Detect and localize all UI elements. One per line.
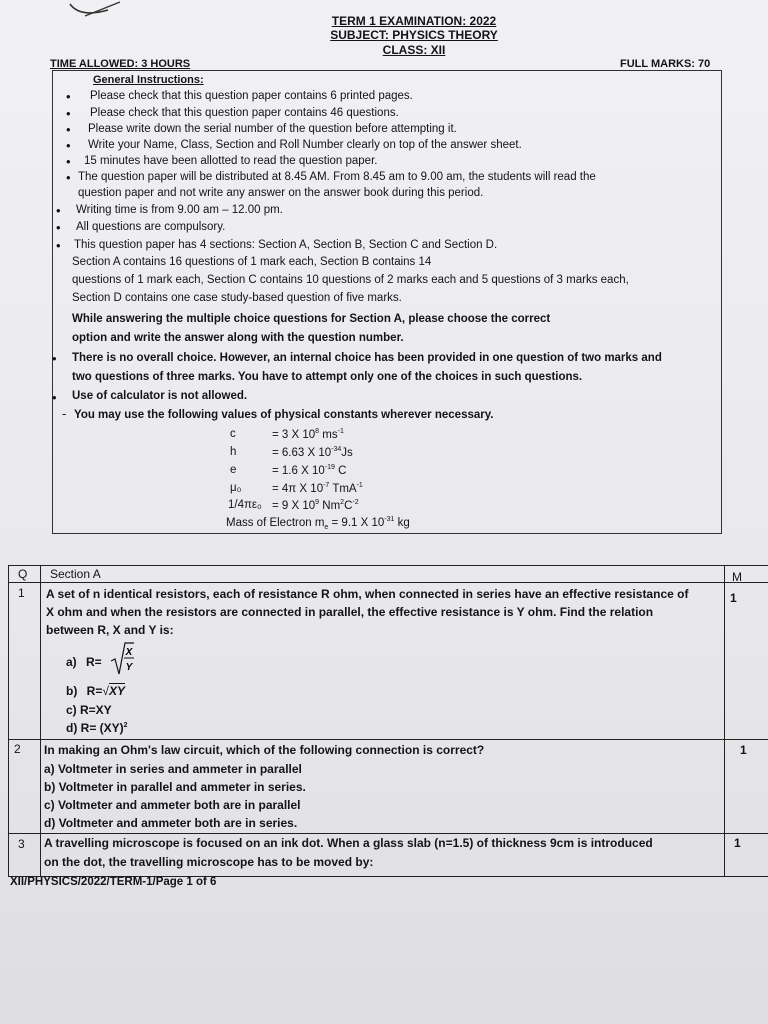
constant-value: = 9 X $10^9$ $Nm^2C^{-2}$ (272, 499, 359, 512)
option-b: b) Voltmeter in parallel and ammeter in series. (44, 780, 306, 794)
option-a: a) R= (66, 655, 102, 669)
constant-value: = 6.63 X $10^{-34}Js$ (272, 446, 353, 459)
question-text: between R, X and Y is: (46, 623, 174, 637)
instruction-line: Please check that this question paper contains 46 questions. (90, 107, 399, 119)
table-border (8, 565, 768, 566)
bullet-icon: - (62, 406, 67, 421)
bullet-icon: • (66, 170, 71, 185)
question-number: 1 (18, 586, 25, 600)
instruction-line: question paper and not write any answer on the answer book during this period. (78, 187, 484, 199)
question-text: on the dot, the travelling microscope has to be moved by: (44, 855, 374, 869)
exam-title: TERM 1 EXAMINATION: 2022 (331, 14, 497, 28)
table-border (8, 833, 768, 834)
instruction-line: This question paper has 4 sections: Section A, Section B, Section C and Section D. (74, 239, 498, 251)
bullet-icon: • (56, 238, 61, 253)
table-border (8, 565, 9, 876)
sqrt-fraction-formula (110, 641, 134, 677)
instruction-line: Section A contains 16 questions of 1 mark each, Section B contains 14 (72, 256, 432, 268)
table-border (8, 582, 768, 583)
option-c: c) Voltmeter and ammeter both are in parallel (44, 798, 301, 812)
instruction-line: Write your Name, Class, Section and Roll Number clearly on top of the answer sheet. (88, 139, 522, 151)
section-title: Section A (50, 567, 101, 581)
bullet-icon: • (66, 154, 71, 169)
instruction-line: Please write down the serial number of the question before attempting it. (88, 123, 457, 135)
bullet-icon: • (66, 122, 71, 137)
option-d: d) Voltmeter and ammeter both are in series. (44, 816, 298, 830)
bullet-icon: • (66, 106, 71, 121)
table-border (8, 739, 768, 740)
instruction-line: You may use the following values of physical constants wherever necessary. (74, 409, 494, 421)
full-marks: FULL MARKS: 70 (620, 58, 711, 70)
instruction-line: questions of 1 mark each, Section C contains 10 questions of 2 marks each and 5 questions of 3 marks each, (72, 274, 629, 286)
instruction-line: Writing time is from 9.00 am – 12.00 pm. (76, 204, 283, 216)
instruction-line: Please check that this question paper contains 6 printed pages. (90, 90, 413, 102)
bullet-icon: • (56, 203, 61, 218)
constant-symbol: h (230, 446, 237, 458)
instruction-line: Use of calculator is not allowed. (72, 390, 248, 402)
subject-title: SUBJECT: PHYSICS THEORY (330, 28, 498, 42)
formula-denominator: Y (125, 662, 133, 673)
question-text: A travelling microscope is focused on an ink dot. When a glass slab (n=1.5) of thickness 9cm is introduced (44, 836, 653, 850)
question-text: X ohm and when the resistors are connected in parallel, the effective resistance is Y ohm. Find the relation (46, 605, 654, 619)
instruction-line: 15 minutes have been allotted to read the question paper. (84, 155, 378, 167)
class-title: CLASS: XII (382, 43, 446, 57)
instructions-title: General Instructions: (93, 74, 204, 86)
bullet-icon: • (52, 351, 57, 366)
time-allowed: TIME ALLOWED: 3 HOURS (50, 58, 191, 70)
constant-symbol: μ₀ (230, 482, 242, 494)
electron-mass: Mass of Electron $m_e = 9.1$ X $10^{-31}$ kg (226, 516, 410, 532)
col-q-header: Q (18, 567, 28, 581)
question-marks: 1 (734, 836, 741, 850)
question-marks: 1 (730, 591, 737, 605)
constant-symbol: e (230, 464, 237, 476)
question-number: 2 (14, 742, 21, 756)
table-border (724, 565, 725, 876)
instruction-line: All questions are compulsory. (76, 221, 226, 233)
bullet-icon: • (66, 138, 71, 153)
instruction-line: While answering the multiple choice questions for Section A, please choose the correct (72, 313, 551, 325)
question-number: 3 (18, 837, 25, 851)
bullet-icon: • (52, 390, 57, 405)
instruction-line: option and write the answer along with the question number. (72, 332, 404, 344)
option-a: a) Voltmeter in series and ammeter in parallel (44, 762, 302, 776)
constant-value: = 3 X $10^8$ $ms^{-1}$ (272, 428, 344, 441)
option-c: c) R=XY (66, 703, 112, 717)
page-footer: XII/PHYSICS/2022/TERM-1/Page 1 of 6 (10, 876, 217, 888)
option-b: b) R=√XY (66, 684, 125, 698)
instruction-line: Section D contains one case study-based question of five marks. (72, 292, 402, 304)
question-text: A set of n identical resistors, each of resistance R ohm, when connected in series have an effective resistance of (46, 587, 689, 601)
instruction-line: The question paper will be distributed at 8.45 AM. From 8.45 am to 9.00 am, the students will read the (78, 171, 596, 183)
constant-symbol: 1/4πε₀ (228, 499, 262, 511)
bullet-icon: • (66, 89, 71, 104)
formula-numerator: X (125, 647, 133, 658)
question-text: In making an Ohm's law circuit, which of the following connection is correct? (44, 743, 485, 757)
constant-symbol: c (230, 428, 236, 440)
constant-value: = 1.6 X $10^{-19}$ C (272, 464, 347, 477)
option-d: d) R= (XY)$^2$ (66, 721, 128, 735)
constant-value: = 4π X $10^{-7}$ TmA$^{-1}$ (272, 482, 363, 495)
instruction-line: two questions of three marks. You have to attempt only one of the choices in such questions. (72, 371, 583, 383)
col-m-header: M (732, 570, 742, 584)
question-marks: 1 (740, 743, 747, 757)
instruction-line: There is no overall choice. However, an internal choice has been provided in one question of two marks and (72, 352, 662, 364)
table-border (40, 565, 41, 876)
bullet-icon: • (56, 220, 61, 235)
